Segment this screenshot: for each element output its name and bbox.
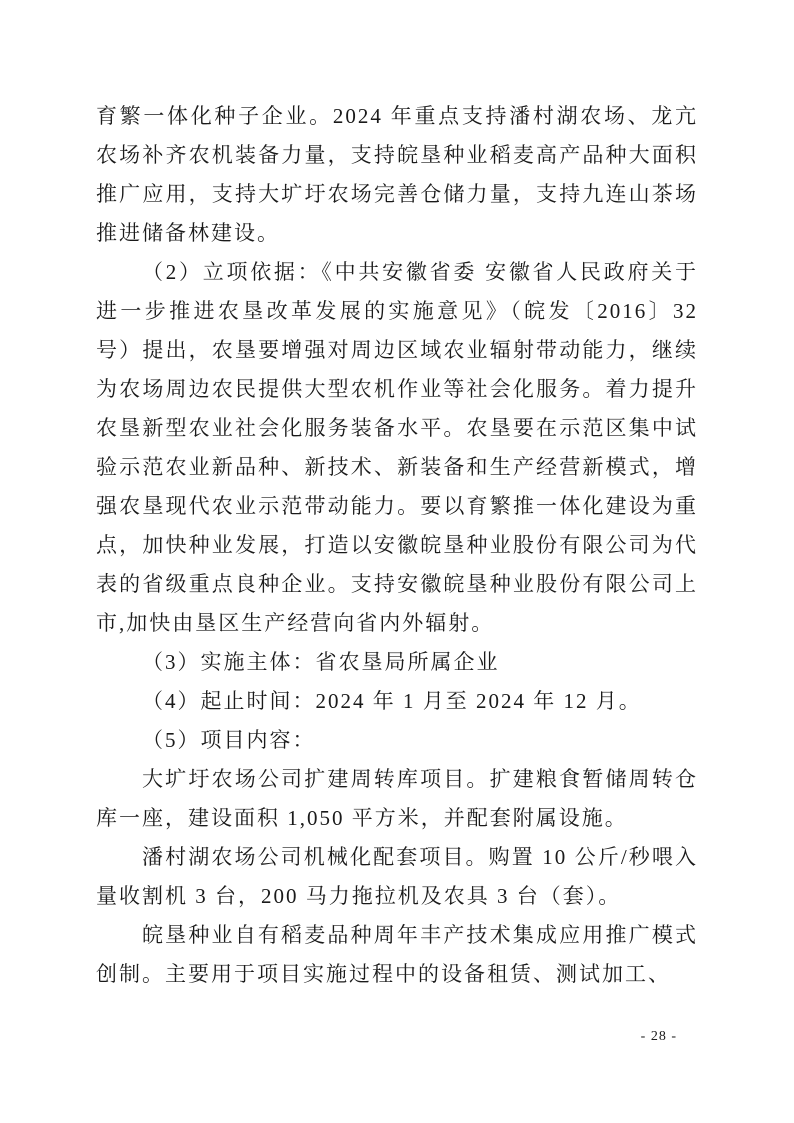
paragraph: （5）项目内容： xyxy=(142,728,316,752)
paragraph: （2）立项依据：《中共安徽省委 安徽省人民政府关于进一步推进农垦改革发展的实施意见》（皖发〔2016〕32 号）提出，农垦要增强对周边区域农业辐射带动能力，继续为农场周边农民提供大型农机作业等社会化服务。着力提升农垦新型农业社会化服务装备水平。农垦要在示范区集中试验示范农业新品种、新技术、新装备和生产经营新模式，增强农垦现代农业示范带动能力。要以育繁推一体化建设为重点，加快种业发展，打造以安徽皖垦种业股份有限公司为代表的省级重点良种企业。支持安徽皖垦种业股份有限公司上市,加快由垦区生产经营向省内外辐射。 xyxy=(96,260,698,635)
paragraph: 大圹圩农场公司扩建周转库项目。扩建粮食暂储周转仓库一座，建设面积 1,050 平方米，并配套附属设施。 xyxy=(96,767,698,830)
paragraph: 潘村湖农场公司机械化配套项目。购置 10 公斤/秒喂入量收割机 3 台，200 马力拖拉机及农具 3 台（套）。 xyxy=(96,845,698,908)
page-number: - 28 - xyxy=(640,1029,677,1044)
paragraph: 育繁一体化种子企业。2024 年重点支持潘村湖农场、龙亢农场补齐农机装备力量，支持皖垦种业稻麦高产品种大面积推广应用，支持大圹圩农场完善仓储力量，支持九连山茶场推进储备林建设。 xyxy=(96,104,698,245)
paragraph: （3）实施主体：省农垦局所属企业 xyxy=(142,650,500,674)
paragraph: （4）起止时间：2024 年 1 月至 2024 年 12 月。 xyxy=(142,689,642,713)
document-body xyxy=(96,97,698,994)
paragraph: 皖垦种业自有稻麦品种周年丰产技术集成应用推广模式创制。主要用于项目实施过程中的设备租赁、测试加工、 xyxy=(96,923,698,986)
